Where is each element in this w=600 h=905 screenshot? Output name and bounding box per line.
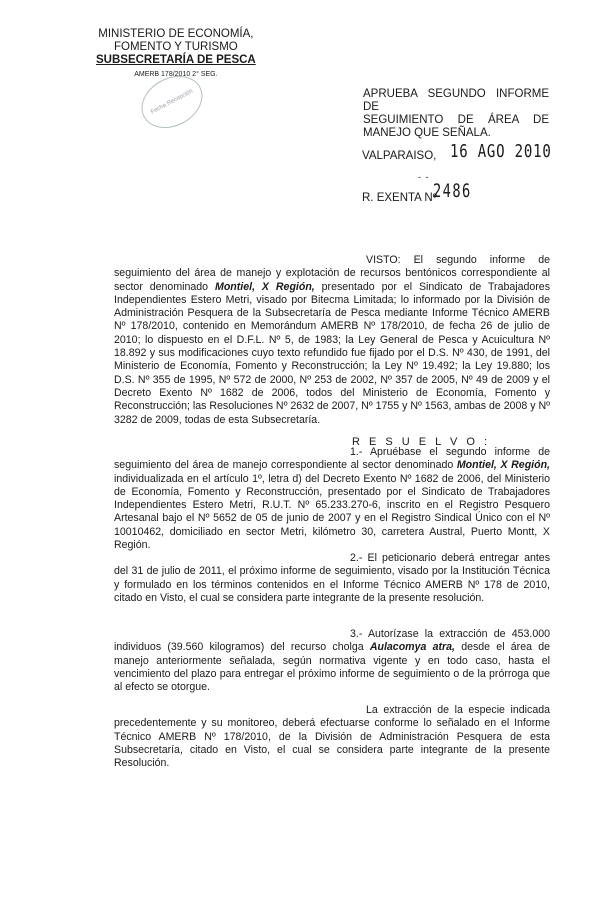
exenta-label: R. EXENTA Nº [362,192,437,204]
exenta-number: 2486 [433,180,472,202]
resolution-item-4: La extracción de la especie indicada precedentemente y su monitoreo, deberá efectuarse conforme lo señalado en el Informe Técnico AMERB Nº 178/2010, de la División de Administración Pesquera de esta Subsecretaría, citado en Visto, el cual se considera parte integrante de la presente Resolución. [114,704,550,770]
title-line-3: MANEJO QUE SEÑALA. [363,127,491,139]
place-label: VALPARAISO, [362,150,437,162]
date-underline-marks: - - [418,172,430,182]
item1-sector-name: Montiel, X Región, [456,459,551,472]
resuelvo-heading: R E S U E L V O : [352,436,491,448]
subsecretaria-name: SUBSECRETARÍA DE PESCA [96,54,256,66]
date-stamp: 16 AGO 2010 [450,141,552,162]
resolution-item-2: 2.- El peticionario deberá entregar antes del 31 de julio de 2011, el próximo informe de seguimiento, visado por la Institución Técnica y formulado en los términos contenidos en el Informe Técnico AMERB Nº 178 de 2010, citado en Visto, el cual se considera parte integrante de la presente resolución. [114,552,550,604]
document-reference: AMERB 178/2010 2° SEG. [134,71,218,78]
ministry-name-2: FOMENTO Y TURISMO [114,41,238,53]
title-line-1: APRUEBA SEGUNDO INFORME DE [363,88,549,113]
visto-text-1: VISTO: El segundo informe de seguimiento del área de manejo y explotación de recursos bentónicos correspondiente al sector denominado [114,254,550,293]
item1-text-2: individualizada en el artículo 1º, letra d) del Decreto Exento Nº 1682 de 2006, del Ministerio de Economía, Fomento y Reconstrucción, presentado por el Sindicato de Trabajadores Independientes Estero Metri, R.U.T. Nº 65.233.270-6, inscrito en el Registro Pesquero Artesanal bajo el Nº 5652 de 05 de junio de 2007 y en el Registro Sindical Único con el Nº 10010462, domiciliado en sector Metri, kilómetro 30, carretera Austral, Puerto Montt, X Región. [114,472,550,552]
document-title [363,88,549,140]
item3-text-2: desde el área de manejo anteriormente señalada, según normativa vigente y en todo caso, hasta el vencimiento del plazo para entregar el próximo informe de seguimiento o de la prórroga que al efecto se otorgue. [114,641,550,694]
visto-text-2: presentado por el Sindicato de Trabajadores Independientes Estero Metri, visado por Bitecma Limitada; lo informado por la División de Administración Pesquera de la Subsecretaría de Pesca mediante Informe Técnico AMERB Nº 178/2010, contenido en Memorándum AMERB Nº 178/2010, de fecha 26 de julio de 2010; lo dispuesto en el D.F.L. Nº 5, de 1983; la Ley General de Pesca y Acuicultura Nº 18.892 y sus modificaciones cuyo texto refundido fue fijado por el D.S. Nº 430, de 1991, del Ministerio de Economía, Fomento y Reconstrucción; la Ley Nº 19.492; la Ley 19.880; los D.S. Nº 355 de 1995, Nº 572 de 2000, Nº 253 de 2002, Nº 357 de 2005, Nº 49 de 2009 y el Decreto Exento Nº 1682 de 2006, todos del Ministerio de Economía, Fomento y Reconstrucción; las Resoluciones Nº 2632 de 2007, Nº 1755 y Nº 1563, ambas de 2008 y Nº 3282 de 2009, todas de esta Subsecretaría. [114,280,550,426]
item1-text-1: 1.- Apruébase el segundo informe de seguimiento del área de manejo correspondiente al sector denominado [114,446,550,472]
letterhead [96,28,256,81]
title-line-2: SEGUIMIENTO DE ÁREA DE [363,114,549,126]
item3-species-name: Aulacomya atra, [369,641,455,654]
ministry-name: MINISTERIO DE ECONOMÍA, [98,28,254,40]
resolution-item-1 [114,446,550,552]
item3-text-1: 3.- Autorízase la extracción de 453.000 individuos (39.560 kilogramos) del recurso cholga [114,628,550,654]
visto-paragraph [114,254,550,427]
resolution-item-3 [114,628,550,694]
stamp-text: Fecha Recepción [149,88,195,116]
visto-sector-name: Montiel, X Región, [215,280,315,293]
